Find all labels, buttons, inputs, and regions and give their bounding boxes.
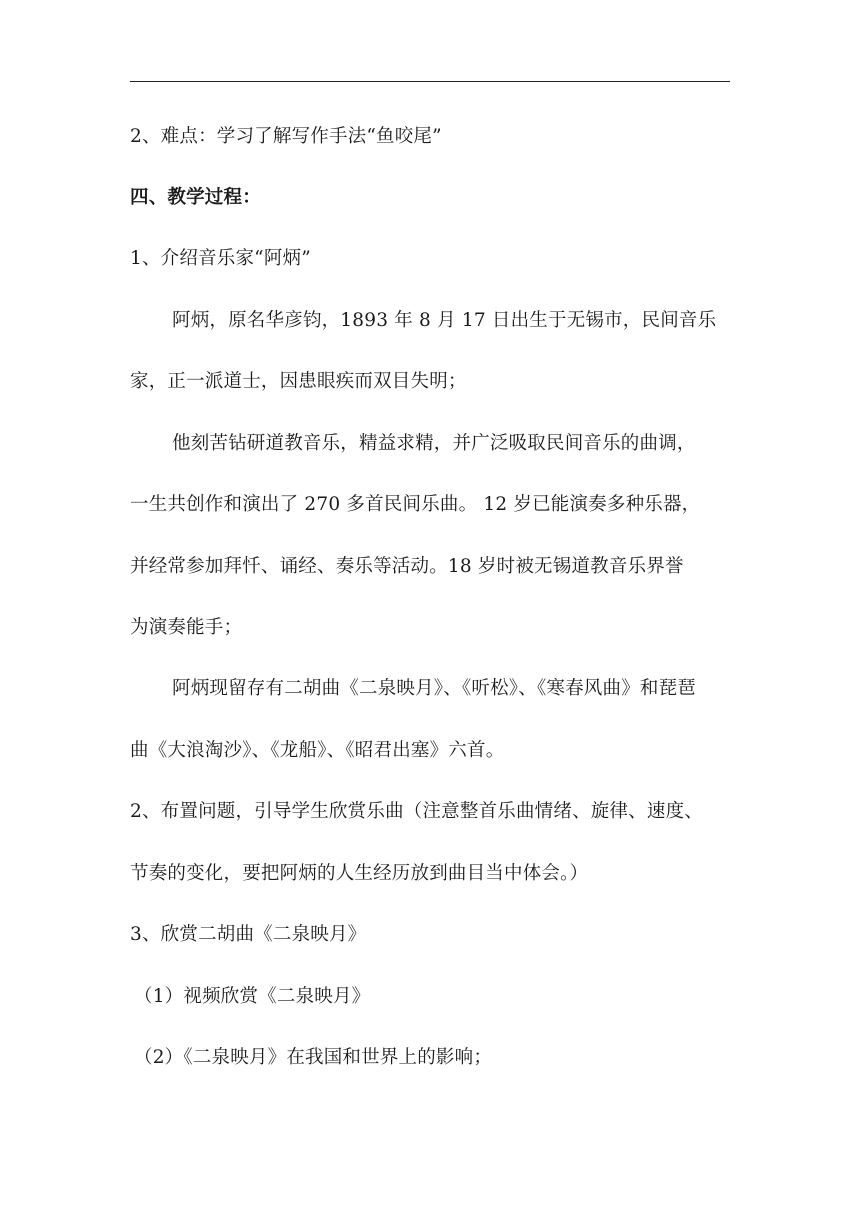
step-1-heading: 1、介绍音乐家“阿炳”	[130, 248, 311, 269]
abing-bio-line-2: 家，正一派道士，因患眼疾而双目失明；	[130, 371, 467, 392]
step-3-item-2: （2）《二泉映月》在我国和世界上的影响；	[134, 1047, 493, 1068]
abing-works-line-2: 曲《大浪淘沙》、《龙船》、《昭君出塞》六首。	[130, 740, 505, 761]
abing-study-line-2: 一生共创作和演出了 270 多首民间乐曲。 12 岁已能演奏多种乐器，	[130, 494, 701, 515]
step-2-line-2: 节奏的变化，要把阿炳的人生经历放到曲目当中体会。）	[130, 863, 589, 884]
abing-works-line-1: 阿炳现留存有二胡曲《二泉映月》、《听松》、《寒春风曲》和琵琶	[172, 678, 697, 699]
header-rule	[130, 81, 730, 82]
step-3-heading: 3、欣赏二胡曲《二泉映月》	[130, 924, 367, 945]
abing-study-line-4: 为演奏能手；	[130, 617, 243, 638]
abing-study-line-3: 并经常参加拜忏、诵经、奏乐等活动。18 岁时被无锡道教音乐界誉	[130, 556, 684, 577]
abing-bio-line-1: 阿炳，原名华彦钧，1893 年 8 月 17 日出生于无锡市，民间音乐	[172, 310, 717, 331]
difficulty-point: 2、难点：学习了解写作手法“鱼咬尾”	[130, 126, 442, 147]
section-heading-teaching-process: 四、教学过程：	[130, 187, 261, 208]
step-3-item-1: （1）视频欣赏《二泉映月》	[134, 986, 371, 1007]
abing-study-line-1: 他刻苦钻研道教音乐，精益求精，并广泛吸取民间音乐的曲调，	[172, 433, 696, 454]
step-2-line-1: 2、布置问题，引导学生欣赏乐曲（注意整首乐曲情绪、旋律、速度、	[130, 801, 703, 822]
